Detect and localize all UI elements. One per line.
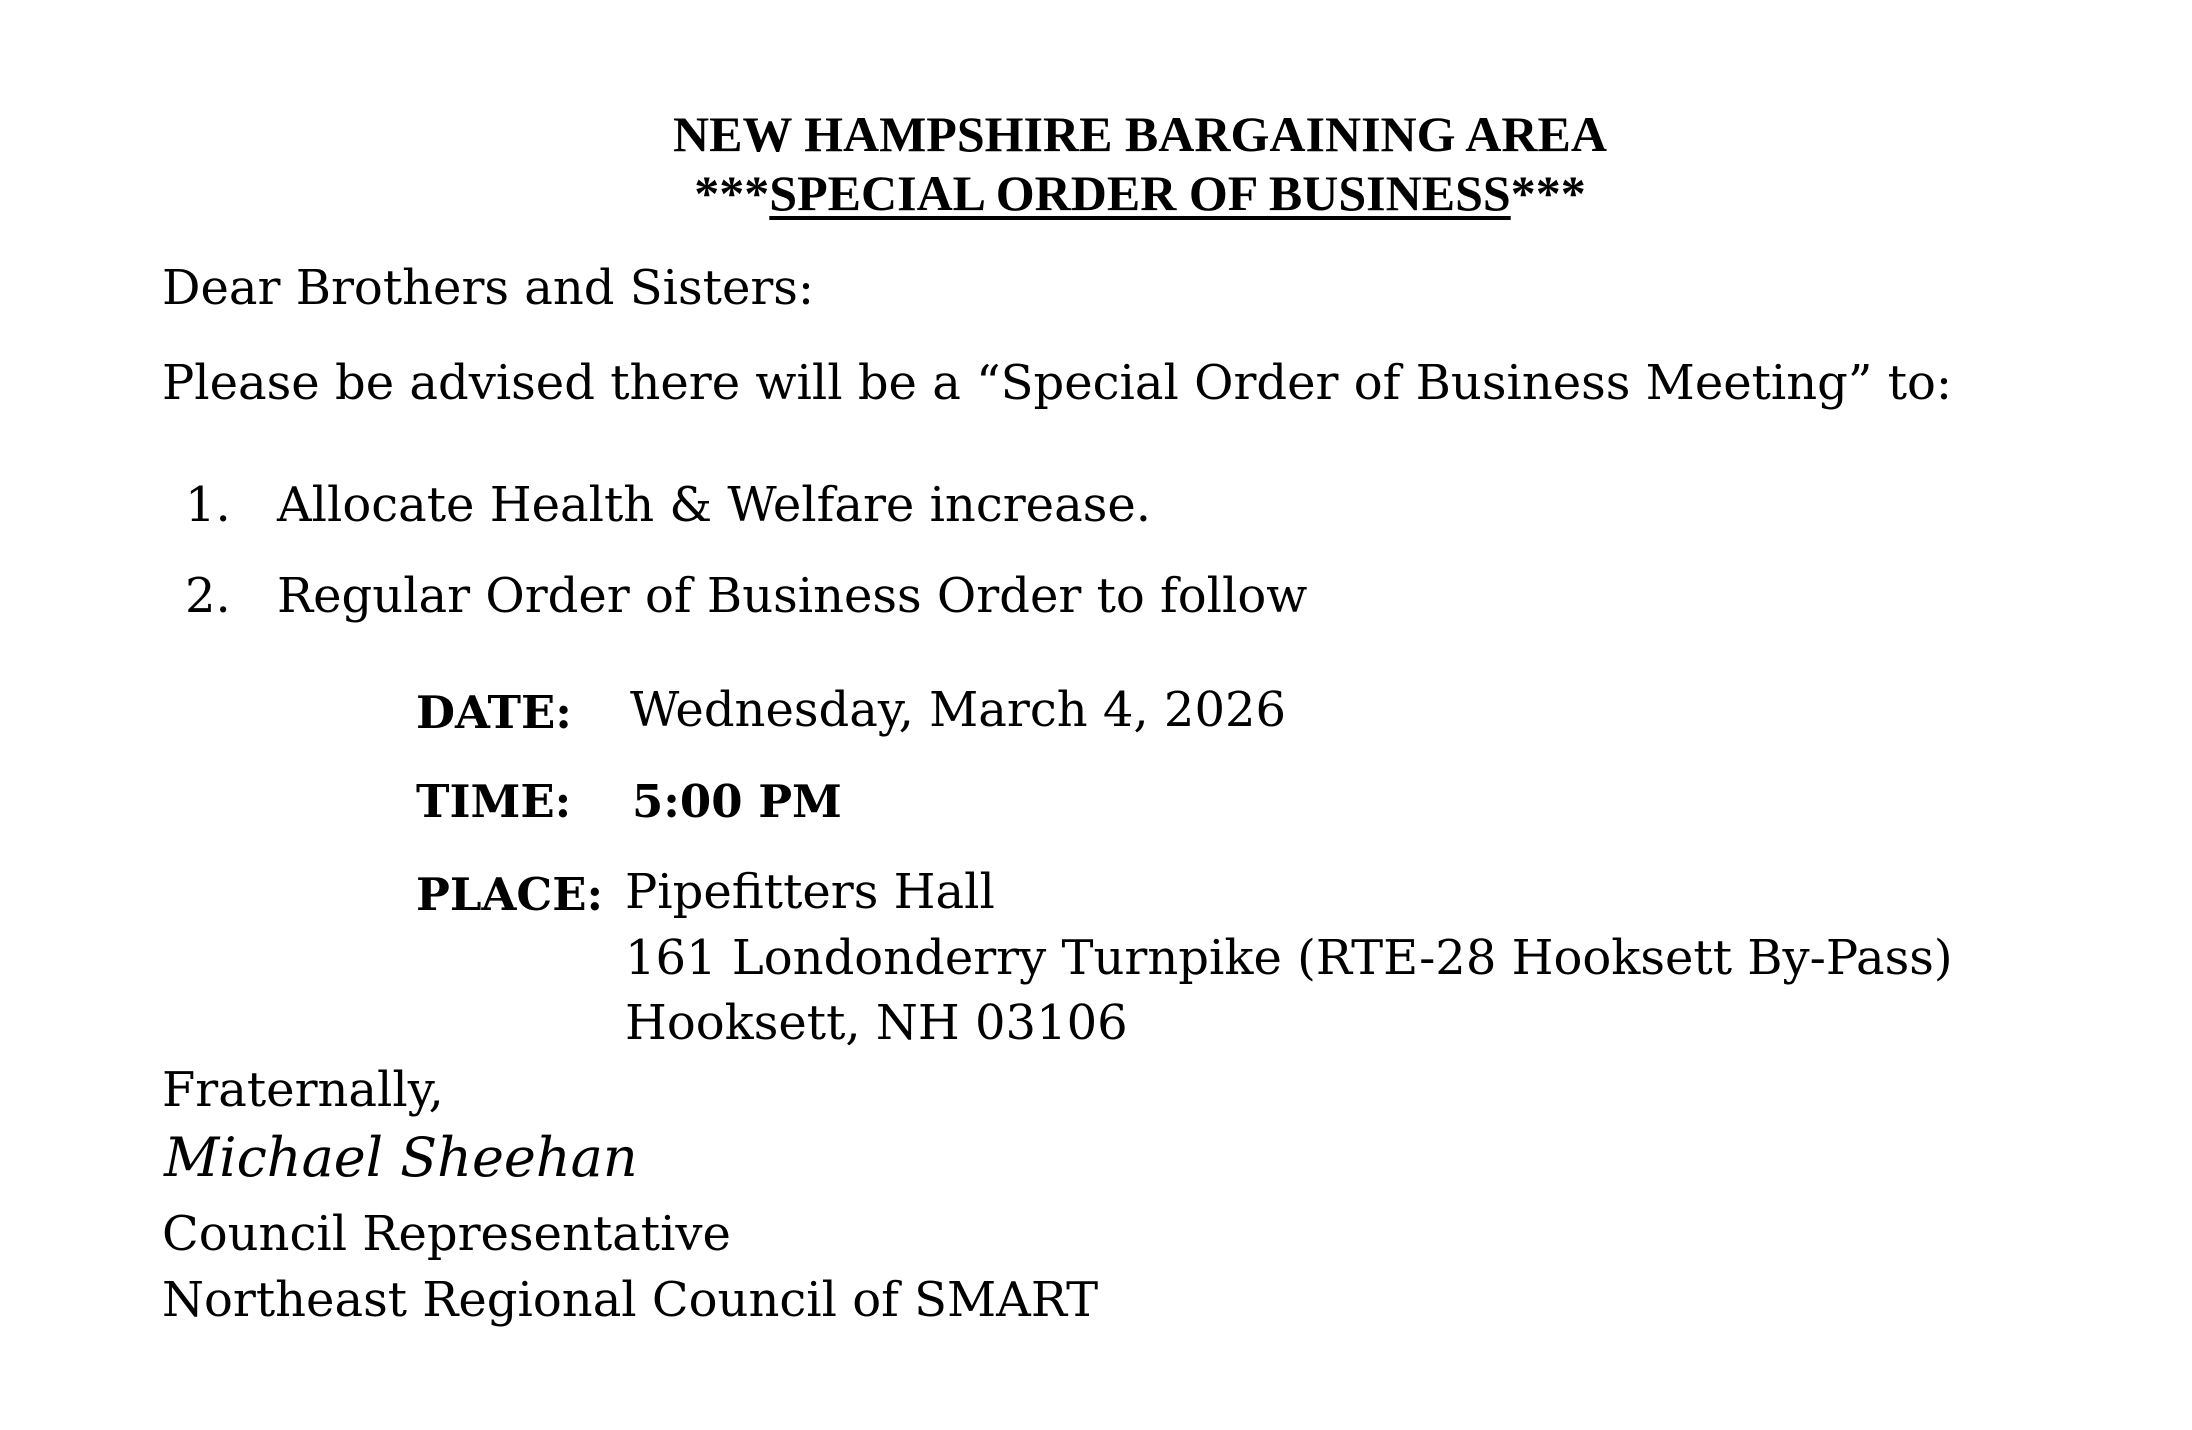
subtitle-suffix: ***	[1510, 165, 1586, 221]
subtitle-text: SPECIAL ORDER OF BUSINESS	[769, 165, 1511, 221]
intro-paragraph: Please be advised there will be a “Special Order of Business Meeting” to:	[162, 355, 1953, 411]
place-line-3: Hooksett, NH 03106	[625, 995, 1128, 1051]
agenda-number-1: 1.	[185, 477, 231, 533]
document-title: NEW HAMPSHIRE BARGAINING AREA	[673, 106, 1607, 162]
salutation: Dear Brothers and Sisters:	[162, 260, 815, 316]
time-label: TIME:	[416, 775, 572, 828]
agenda-number-2: 2.	[185, 568, 231, 624]
signer-organization: Northeast Regional Council of SMART	[162, 1272, 1099, 1328]
handwritten-signature	[160, 1122, 760, 1192]
place-line-1: Pipefitters Hall	[625, 864, 995, 920]
place-line-2: 161 Londonderry Turnpike (RTE-28 Hooksett By-Pass)	[625, 930, 1953, 986]
date-value: Wednesday, March 4, 2026	[630, 682, 1287, 738]
place-label: PLACE:	[416, 868, 604, 921]
date-label: DATE:	[416, 686, 572, 739]
agenda-item-2: Regular Order of Business Order to follow	[277, 568, 1308, 624]
agenda-item-1: Allocate Health & Welfare increase.	[277, 477, 1151, 533]
closing: Fraternally,	[162, 1062, 444, 1118]
signature-text: Michael Sheehan	[164, 1126, 638, 1189]
subtitle-prefix: ***	[694, 165, 770, 221]
time-value: 5:00 PM	[632, 775, 842, 828]
signer-title: Council Representative	[162, 1206, 731, 1262]
document-subtitle	[0, 163, 2192, 223]
